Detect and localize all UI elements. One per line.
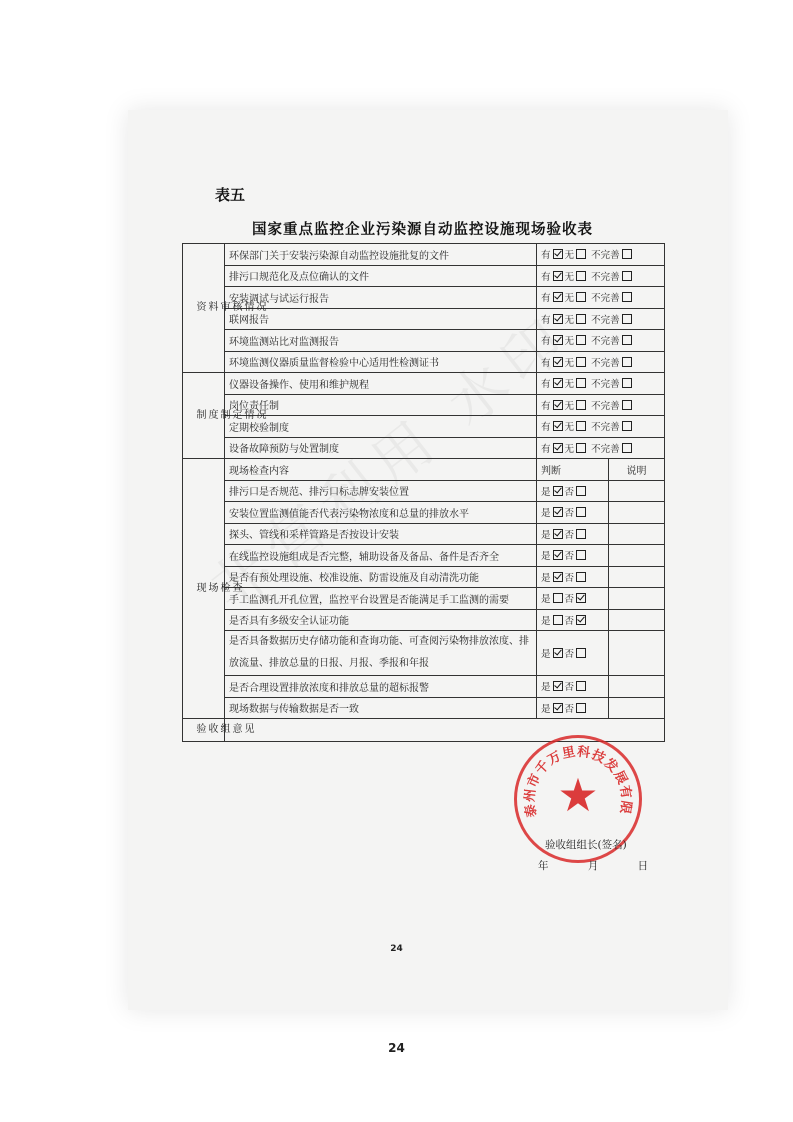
checked-checkbox[interactable] [553,271,563,281]
judge-yes-label: 是 [541,615,551,627]
onsite-note [609,480,665,502]
judge-yes-label: 是 [541,529,551,541]
empty-checkbox[interactable] [622,271,632,281]
judge-no-label: 否 [564,682,575,694]
onsite-row [183,588,665,610]
status-options [537,330,665,352]
option-yes-label: 有 [541,400,551,412]
onsite-note [609,609,665,631]
doc-item: 环境监测仪器质量监督检验中心适用性检测证书 [225,351,537,373]
judge-cell [537,588,609,610]
empty-checkbox[interactable] [576,529,586,539]
doc-item: 环境监测站比对监测报告 [225,330,537,352]
onsite-item: 排污口是否规范、排污口标志牌安装位置 [225,480,537,502]
option-incomplete-label: 不完善 [591,336,620,348]
checked-checkbox[interactable] [553,443,563,453]
empty-checkbox[interactable] [576,681,586,691]
empty-checkbox[interactable] [622,249,632,259]
section-label-text: 资料审核情况 [196,302,269,313]
status-options [537,287,665,309]
option-incomplete-label: 不完善 [591,357,620,369]
empty-checkbox[interactable] [576,292,586,302]
option-no-label: 无 [564,422,575,434]
judge-cell [537,523,609,545]
doc-item: 安装调试与试运行报告 [225,287,537,309]
doc-row [183,265,665,287]
judge-cell [537,545,609,567]
empty-checkbox[interactable] [622,357,632,367]
judge-yes-label: 是 [541,682,551,694]
status-options [537,373,665,395]
checked-checkbox[interactable] [553,400,563,410]
option-no-label: 无 [564,293,575,305]
section-label-text: 验收组意见 [196,724,257,735]
empty-checkbox[interactable] [576,572,586,582]
acceptance-table [182,243,665,742]
status-options [537,394,665,416]
option-incomplete-label: 不完善 [591,314,620,326]
date-line: 年 月 日 [538,860,667,872]
rule-item: 设备故障预防与处置制度 [225,437,537,459]
seal-company-name: 泰州市千万里科技发展有限 [522,744,634,819]
empty-checkbox[interactable] [576,443,586,453]
checked-checkbox[interactable] [553,507,563,517]
onsite-note [609,523,665,545]
doc-item: 排污口规范化及点位确认的文件 [225,265,537,287]
checked-checkbox[interactable] [553,529,563,539]
seal-star-icon: ★ [557,768,599,822]
onsite-note [609,566,665,588]
onsite-item: 是否有预处理设施、校准设施、防雷设施及自动清洗功能 [225,566,537,588]
empty-checkbox[interactable] [622,400,632,410]
option-yes-label: 有 [541,271,551,283]
checked-checkbox[interactable] [553,550,563,560]
empty-checkbox[interactable] [576,648,586,658]
judge-no-label: 否 [564,572,575,584]
onsite-row [183,480,665,502]
judge-cell [537,631,609,676]
onsite-row [183,566,665,588]
empty-checkbox[interactable] [622,314,632,324]
checked-checkbox[interactable] [553,486,563,496]
doc-row [183,330,665,352]
onsite-note [609,588,665,610]
rule-item: 岗位责任制 [225,394,537,416]
onsite-item: 是否合理设置排放浓度和排放总量的超标报警 [225,676,537,698]
status-options [537,244,665,266]
empty-checkbox[interactable] [576,335,586,345]
onsite-header-item: 现场检查内容 [225,459,537,481]
status-options [537,351,665,373]
doc-row [183,244,665,266]
judge-cell [537,566,609,588]
empty-checkbox[interactable] [576,271,586,281]
judge-no-label: 否 [564,615,575,627]
option-yes-label: 有 [541,314,551,326]
option-no-label: 无 [564,400,575,412]
judge-cell [537,480,609,502]
rule-item: 定期校验制度 [225,416,537,438]
onsite-note [609,545,665,567]
checked-checkbox[interactable] [553,357,563,367]
judge-yes-label: 是 [541,594,551,606]
judge-cell [537,502,609,524]
option-yes-label: 有 [541,422,551,434]
status-options [537,416,665,438]
checked-checkbox[interactable] [553,292,563,302]
onsite-row [183,631,665,676]
empty-checkbox[interactable] [576,378,586,388]
option-no-label: 无 [564,379,575,391]
doc-item: 联网报告 [225,308,537,330]
onsite-item: 是否具有多级安全认证功能 [225,609,537,631]
option-no-label: 无 [564,336,575,348]
judge-yes-label: 是 [541,486,551,498]
empty-checkbox[interactable] [576,421,586,431]
status-options [537,265,665,287]
empty-checkbox[interactable] [576,357,586,367]
option-yes-label: 有 [541,336,551,348]
page-number-outer: 24 [388,1041,405,1055]
empty-checkbox[interactable] [553,615,563,625]
option-incomplete-label: 不完善 [591,400,620,412]
onsite-item: 手工监测孔开孔位置，监控平台设置是否能满足手工监测的需要 [225,588,537,610]
onsite-note [609,676,665,698]
empty-checkbox[interactable] [622,421,632,431]
onsite-note [609,502,665,524]
option-incomplete-label: 不完善 [591,443,620,455]
option-incomplete-label: 不完善 [591,271,620,283]
judge-yes-label: 是 [541,551,551,563]
option-incomplete-label: 不完善 [591,422,620,434]
checked-checkbox[interactable] [553,335,563,345]
judge-no-label: 否 [564,508,575,520]
doc-row [183,308,665,330]
judge-no-label: 否 [564,594,575,606]
checked-checkbox[interactable] [553,681,563,691]
option-no-label: 无 [564,250,575,262]
empty-checkbox[interactable] [576,314,586,324]
onsite-row [183,697,665,719]
option-no-label: 无 [564,443,575,455]
empty-checkbox[interactable] [576,507,586,517]
checked-checkbox[interactable] [553,703,563,713]
option-incomplete-label: 不完善 [591,379,620,391]
doc-item: 环保部门关于安装污染源自动监控设施批复的文件 [225,244,537,266]
empty-checkbox[interactable] [576,486,586,496]
doc-row [183,351,665,373]
option-yes-label: 有 [541,443,551,455]
onsite-item: 探头、管线和采样管路是否按设计安装 [225,523,537,545]
option-incomplete-label: 不完善 [591,250,620,262]
empty-checkbox[interactable] [553,593,563,603]
rule-row [183,416,665,438]
onsite-note [609,631,665,676]
empty-checkbox[interactable] [576,550,586,560]
onsite-row [183,502,665,524]
checked-checkbox[interactable] [553,314,563,324]
judge-yes-label: 是 [541,649,551,660]
empty-checkbox[interactable] [622,292,632,302]
checked-checkbox[interactable] [576,593,586,603]
judge-yes-label: 是 [541,572,551,584]
judge-no-label: 否 [564,529,575,541]
section-label-text: 现场检查 [196,582,245,594]
status-options [537,308,665,330]
section-label-text: 制度制定情况 [196,409,269,421]
empty-checkbox[interactable] [622,335,632,345]
document-title: 国家重点监控企业污染源自动监控设施现场验收表 [252,221,593,238]
onsite-header-note: 说明 [609,459,665,481]
leader-signature-label: 验收组组长(签名) [545,839,627,851]
section-label-opinion [183,719,257,742]
checked-checkbox[interactable] [553,378,563,388]
checked-checkbox[interactable] [553,572,563,582]
status-options [537,437,665,459]
section-label-onsite [183,459,245,719]
empty-checkbox[interactable] [576,703,586,713]
judge-cell [537,676,609,698]
judge-no-label: 否 [564,551,575,563]
judge-no-label: 否 [564,649,575,660]
onsite-row [183,523,665,545]
option-yes-label: 有 [541,293,551,305]
empty-checkbox[interactable] [576,400,586,410]
judge-cell [537,697,609,719]
empty-checkbox[interactable] [576,249,586,259]
onsite-row [183,545,665,567]
page-number-inner: 24 [390,944,403,954]
rule-item: 仪器设备操作、使用和维护规程 [225,373,537,395]
judge-no-label: 否 [564,703,575,715]
checked-checkbox[interactable] [553,249,563,259]
checked-checkbox[interactable] [553,648,563,658]
option-yes-label: 有 [541,379,551,391]
onsite-item: 是否具备数据历史存储功能和查询功能、可查阅污染物排放浓度、排放流量、排放总量的日报、月报、季报和年报 [225,631,537,676]
onsite-item: 安装位置监测值能否代表污染物浓度和总量的排放水平 [225,502,537,524]
option-no-label: 无 [564,357,575,369]
option-yes-label: 有 [541,357,551,369]
onsite-header-judge: 判断 [537,459,609,481]
judge-cell [537,609,609,631]
judge-yes-label: 是 [541,703,551,715]
judge-yes-label: 是 [541,508,551,520]
option-no-label: 无 [564,314,575,326]
onsite-row [183,676,665,698]
sheet-label: 表五 [215,186,246,204]
onsite-item: 在线监控设施组成是否完整，辅助设备及备品、备件是否齐全 [225,545,537,567]
onsite-note [609,697,665,719]
onsite-header-row [183,459,665,481]
empty-checkbox[interactable] [622,443,632,453]
option-no-label: 无 [564,271,575,283]
rule-row [183,437,665,459]
onsite-row [183,609,665,631]
onsite-item: 现场数据与传输数据是否一致 [225,697,537,719]
empty-checkbox[interactable] [622,378,632,388]
rule-row [183,373,665,395]
checked-checkbox[interactable] [553,421,563,431]
option-yes-label: 有 [541,250,551,262]
checked-checkbox[interactable] [576,615,586,625]
judge-no-label: 否 [564,486,575,498]
option-incomplete-label: 不完善 [591,293,620,305]
